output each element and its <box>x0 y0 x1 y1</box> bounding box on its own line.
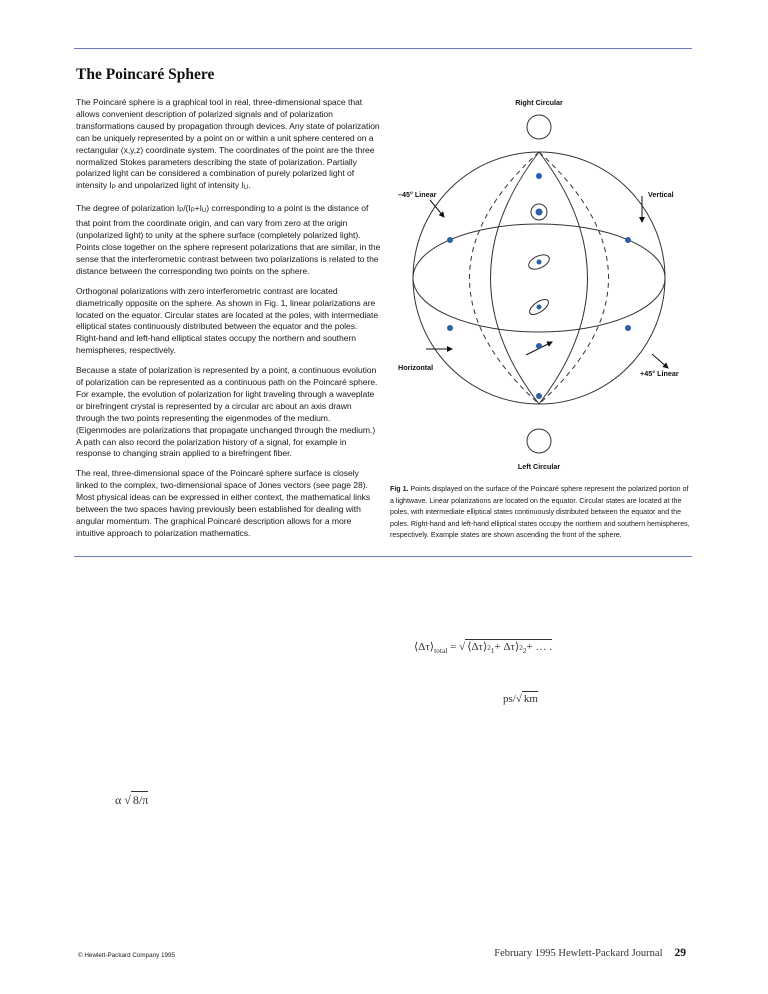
meridian-dashed-1 <box>470 152 540 404</box>
footer-copyright: © Hewlett-Packard Company 1995 <box>78 952 176 959</box>
point-minus45-linear <box>447 237 453 243</box>
top-rule <box>74 48 692 49</box>
label-horizontal: Horizontal <box>398 363 434 372</box>
label-minus45-linear: –45° Linear <box>398 190 437 199</box>
paragraph-1: The Poincaré sphere is a graphical tool in real, three-dimensional space that allows convenient description of polarized signals and of polarization transformations caused by propagation through devices. Any state of polarization can be uniquely represented by a point on or within a unit sphere centered on a rectangular (x,y,z) coordinate system. The coordinates of the point are the three normalized Stokes parameters describing the state of polarization. Partially polarized light can be considered a combination of purely polarized light of intensity IP and unpolarized light of intensity IU. <box>76 97 380 192</box>
point-south-pole <box>536 393 542 399</box>
paragraph-3: Orthogonal polarizations with zero interferometric contrast are located diametrically opposite on the sphere. As shown in Fig. 1, linear polarizations are located on the equator. Circular states are located at the poles, with intermediate elliptical states continuously distributed between the equator and the poles. Right-hand and left-hand elliptical states occupy the northern and southern hemispheres, respectively. <box>76 285 379 356</box>
plus45-linear-arrow-icon <box>652 354 668 368</box>
label-right-circular: Right Circular <box>515 98 563 107</box>
body-text-column <box>76 97 382 548</box>
label-vertical: Vertical <box>648 190 674 199</box>
meridian-solid-1 <box>491 152 540 404</box>
poincare-sphere-figure <box>392 92 692 482</box>
paragraph-5: The real, three-dimensional space of the Poincaré sphere surface is closely linked to the complex, two-dimensional space of Jones vectors (see page 28). Most physical ideas can be expressed in either context, the mathematical links between the two spaces having previously been established for dealing with angular momentum. The graphical Poincaré description allows for a more intuitive approach to polarization mathematics. <box>76 468 371 538</box>
paragraph-2: The degree of polarization IP/(IP+IU) corresponding to a point is the distance of that point from the coordinate origin, and can vary from zero at the origin (unpolarized light) to unity at the sphere surface (completely polarized light). Points close together on the sphere represent polarizations that are similar, in the sense that the interferometric contrast between two polarizations is related to the distance between the corresponding two points on the sphere. <box>76 203 381 276</box>
point-plus45-linear <box>625 325 631 331</box>
point-horizontal <box>447 325 453 331</box>
equation-alpha: α √ 8/π <box>115 793 149 807</box>
point-state-3 <box>537 305 542 310</box>
page-number: 29 <box>674 947 686 959</box>
meridian-solid-2 <box>539 152 588 404</box>
point-front-equator <box>536 343 542 349</box>
equation-total-dgd: $⟨\Delta\tau⟩_{total}$ = √ $⟨\Delta\tau⟩2_1+$ $\Delta\tau⟩2_2+$ … . <box>414 641 552 655</box>
point-state-2 <box>537 260 542 265</box>
right-circular-icon <box>527 115 551 139</box>
figure-caption: Fig 1. Points displayed on the surface of the Poincaré sphere represent the polarized portion of a lightwave. Linear polarizations are located on the equator. Circular states are located at the poles, with intermediate elliptical states continuously distributed between the equator and the poles. Right-hand and left-hand elliptical states occupy the northern and southern hemispheres, respectively. Example states are shown ascending the front of the sphere. <box>390 485 690 540</box>
minus45-linear-arrow-icon <box>430 200 444 217</box>
middle-rule <box>74 556 692 557</box>
label-plus45-linear: +45° Linear <box>640 369 679 378</box>
north-pole-point <box>536 173 542 179</box>
equation-units: ps/√ km <box>503 693 538 705</box>
sphere-outline <box>413 152 665 404</box>
footer-journal: February 1995 Hewlett-Packard Journal 29 <box>494 947 686 959</box>
meridian-dashed-2 <box>539 152 609 404</box>
label-left-circular: Left Circular <box>517 462 561 471</box>
article-title: The Poincaré Sphere <box>76 66 215 83</box>
poincare-sphere-diagram <box>392 92 692 482</box>
left-circular-icon <box>527 429 551 453</box>
point-state-1 <box>536 209 543 216</box>
paragraph-4: Because a state of polarization is represented by a point, a continuous evolution of polarization can be represented as a continuous path on the Poincaré sphere. For example, the evolution of polarization for light traveling through a waveplate or birefringent crystal is represented by a circular arc about an axis drawn through the two points representing the eigenmodes of the medium. (Eigenmodes are polarizations that propagate unchanged through the medium.) A path can also record the polarization history of a signal, for example in response to changing strain applied to a birefringent fiber. <box>76 365 378 459</box>
point-vertical <box>625 237 631 243</box>
